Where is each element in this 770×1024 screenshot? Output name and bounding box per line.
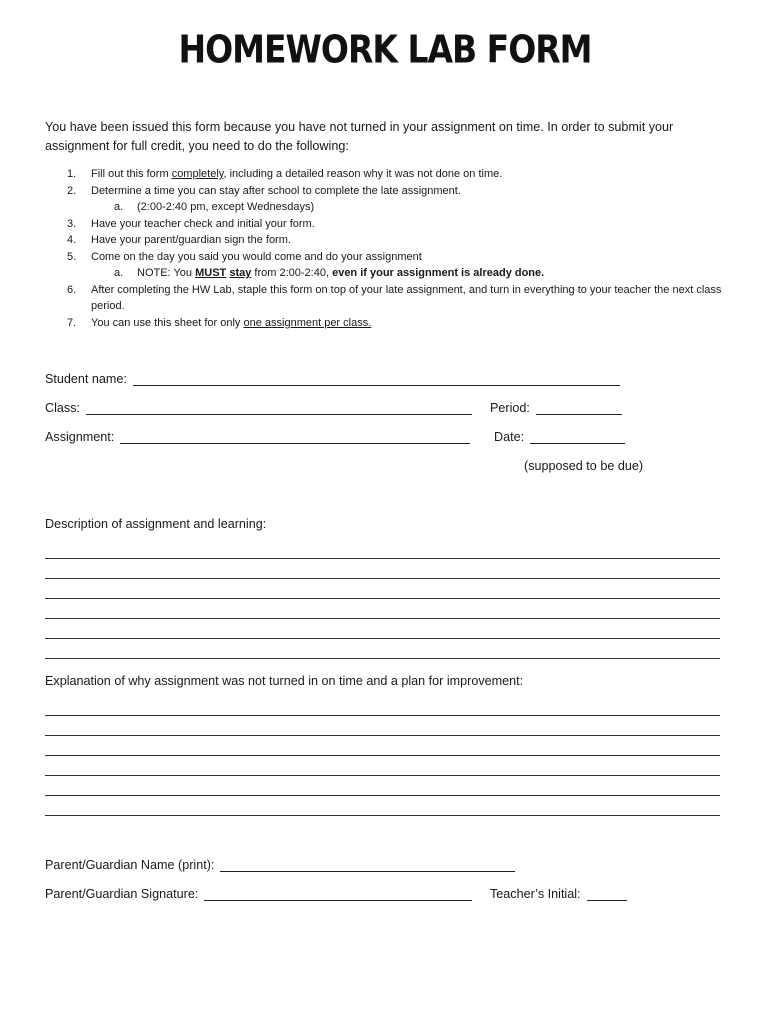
- parent-signature-field[interactable]: [45, 887, 472, 901]
- step-number: 3.: [67, 217, 77, 230]
- parent-signature-label: Parent/Guardian Signature:: [45, 887, 199, 901]
- description-line[interactable]: [45, 658, 720, 659]
- assignment-label: Assignment:: [45, 430, 115, 444]
- student-name-label: Student name:: [45, 372, 127, 386]
- due-note: (supposed to be due): [524, 459, 644, 473]
- sub-text: NOTE: You: [137, 267, 196, 279]
- parent-name-field[interactable]: [45, 858, 515, 872]
- parent-name-line[interactable]: [220, 858, 515, 872]
- teacher-initial-label: Teacher’s Initial:: [490, 887, 581, 901]
- description-line[interactable]: [45, 578, 720, 579]
- step-number: 5.: [67, 250, 77, 263]
- explanation-line[interactable]: [45, 815, 720, 816]
- description-label: Description of assignment and learning:: [45, 517, 267, 531]
- step-text: After completing the HW Lab, staple this form on top of your late assignment, and turn in everything to your teacher the next class period.: [91, 283, 722, 312]
- step-text: Fill out this form: [91, 168, 172, 180]
- explanation-line[interactable]: [45, 755, 720, 756]
- sub-text: (2:00-2:40 pm, except Wednesdays): [137, 201, 315, 213]
- step-text: Have your parent/guardian sign the form.: [91, 234, 291, 246]
- assignment-field[interactable]: [45, 430, 470, 444]
- parent-name-label: Parent/Guardian Name (print):: [45, 858, 215, 872]
- description-line[interactable]: [45, 618, 720, 619]
- list-item: [45, 216, 725, 233]
- must-emphasis: MUST: [195, 267, 227, 279]
- date-label: Date:: [494, 430, 525, 444]
- explanation-line[interactable]: [45, 795, 720, 796]
- student-name-line[interactable]: [133, 372, 620, 386]
- list-item: [45, 232, 725, 249]
- instructions-list: [45, 166, 725, 331]
- step-text: Have your teacher check and initial your form.: [91, 217, 315, 230]
- student-name-field[interactable]: [45, 372, 620, 386]
- sub-letter: a.: [114, 267, 124, 279]
- step-number: 6.: [67, 283, 77, 296]
- sub-bold-text: even if your assignment is already done.: [332, 267, 545, 279]
- sub-text: from 2:00-2:40,: [251, 267, 333, 279]
- intro-paragraph: You have been issued this form because you have not turned in your assignment on time. In order to submit your assignment for full credit, you need to do the following:: [45, 120, 674, 153]
- step-emphasis: one assignment per class.: [243, 316, 372, 329]
- period-label: Period:: [490, 401, 530, 415]
- teacher-initial-field[interactable]: [490, 887, 627, 901]
- description-line[interactable]: [45, 638, 720, 639]
- explanation-line[interactable]: [45, 715, 720, 716]
- step-number: 4.: [67, 234, 77, 246]
- step-number: 7.: [67, 316, 77, 329]
- date-field[interactable]: [494, 430, 625, 444]
- list-item: [45, 282, 725, 315]
- step-emphasis: completely: [171, 168, 224, 180]
- parent-signature-line[interactable]: [204, 887, 472, 901]
- step-number: 2.: [67, 184, 77, 197]
- class-label: Class:: [45, 401, 80, 415]
- list-item: [45, 166, 725, 183]
- step-text: Come on the day you said you would come and do your assignment: [91, 250, 422, 263]
- form-title: HOMEWORK LAB FORM: [178, 27, 592, 72]
- date-line[interactable]: [530, 430, 625, 444]
- period-field[interactable]: [490, 401, 622, 415]
- explanation-line[interactable]: [45, 735, 720, 736]
- list-item: [45, 315, 725, 332]
- class-field[interactable]: [45, 401, 472, 415]
- list-item: [45, 249, 725, 282]
- explanation-line[interactable]: [45, 775, 720, 776]
- class-line[interactable]: [86, 401, 472, 415]
- list-item: [45, 183, 725, 216]
- period-line[interactable]: [536, 401, 622, 415]
- description-line[interactable]: [45, 558, 720, 559]
- teacher-initial-line[interactable]: [587, 887, 627, 901]
- sub-letter: a.: [114, 201, 124, 213]
- step-number: 1.: [67, 168, 77, 180]
- step-text: You can use this sheet for only: [91, 316, 244, 329]
- sub-item: [91, 199, 725, 216]
- step-text: , including a detailed reason why it was not done on time.: [223, 168, 503, 180]
- step-text: Determine a time you can stay after school to complete the late assignment.: [91, 184, 461, 197]
- stay-emphasis: stay: [229, 267, 252, 279]
- description-line[interactable]: [45, 598, 720, 599]
- assignment-line[interactable]: [120, 430, 470, 444]
- explanation-label: Explanation of why assignment was not turned in on time and a plan for improvement:: [45, 674, 524, 688]
- sub-item: [91, 265, 725, 282]
